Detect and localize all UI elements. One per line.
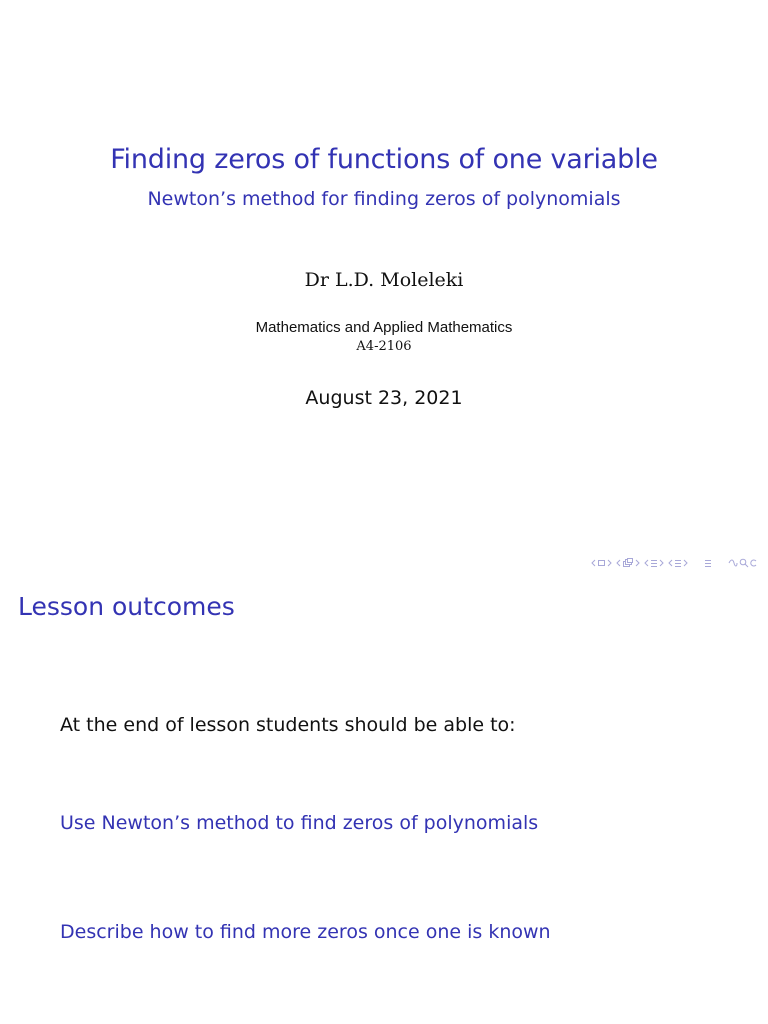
document-navigation — [704, 559, 712, 568]
nav-right-arrow-icon[interactable] — [683, 559, 688, 567]
search-icon[interactable] — [739, 558, 749, 568]
presentation-title: Finding zeros of functions of one variable — [110, 144, 658, 175]
frame-navigation — [591, 559, 612, 567]
section-navigation — [644, 559, 664, 568]
forward-icon[interactable] — [750, 559, 758, 567]
outcome-item: Describe how to find more zeros once one is known — [60, 921, 551, 943]
intro-text: At the end of lesson students should be able to: — [60, 714, 516, 736]
presentation-date: August 23, 2021 — [305, 387, 463, 409]
nav-right-arrow-icon[interactable] — [659, 559, 664, 567]
subsection-navigation — [616, 558, 640, 568]
nav-right-arrow-icon[interactable] — [607, 559, 612, 567]
back-icon[interactable] — [728, 559, 738, 567]
beamer-navigation-bar — [591, 556, 758, 570]
subsection-icon[interactable] — [622, 558, 634, 568]
section-icon[interactable] — [650, 559, 658, 568]
section-icon[interactable] — [674, 559, 682, 568]
room-number: A4-2106 — [356, 339, 412, 354]
nav-left-arrow-icon[interactable] — [668, 559, 673, 567]
document-icon[interactable] — [704, 559, 712, 568]
frame-title: Lesson outcomes — [18, 592, 235, 621]
institute-name: Mathematics and Applied Mathematics — [255, 319, 513, 336]
author-name: Dr L.D. Moleleki — [304, 269, 464, 291]
search-navigation — [728, 558, 758, 568]
nav-right-arrow-icon[interactable] — [635, 559, 640, 567]
frame-icon[interactable] — [597, 559, 606, 567]
presentation-subtitle: Newton’s method for finding zeros of polynomials — [147, 188, 621, 210]
section-navigation-2 — [668, 559, 688, 568]
lesson-outcomes-slide — [0, 576, 768, 1024]
nav-left-arrow-icon[interactable] — [591, 559, 596, 567]
nav-left-arrow-icon[interactable] — [616, 559, 621, 567]
outcome-item: Use Newton’s method to find zeros of polynomials — [60, 812, 539, 834]
nav-left-arrow-icon[interactable] — [644, 559, 649, 567]
